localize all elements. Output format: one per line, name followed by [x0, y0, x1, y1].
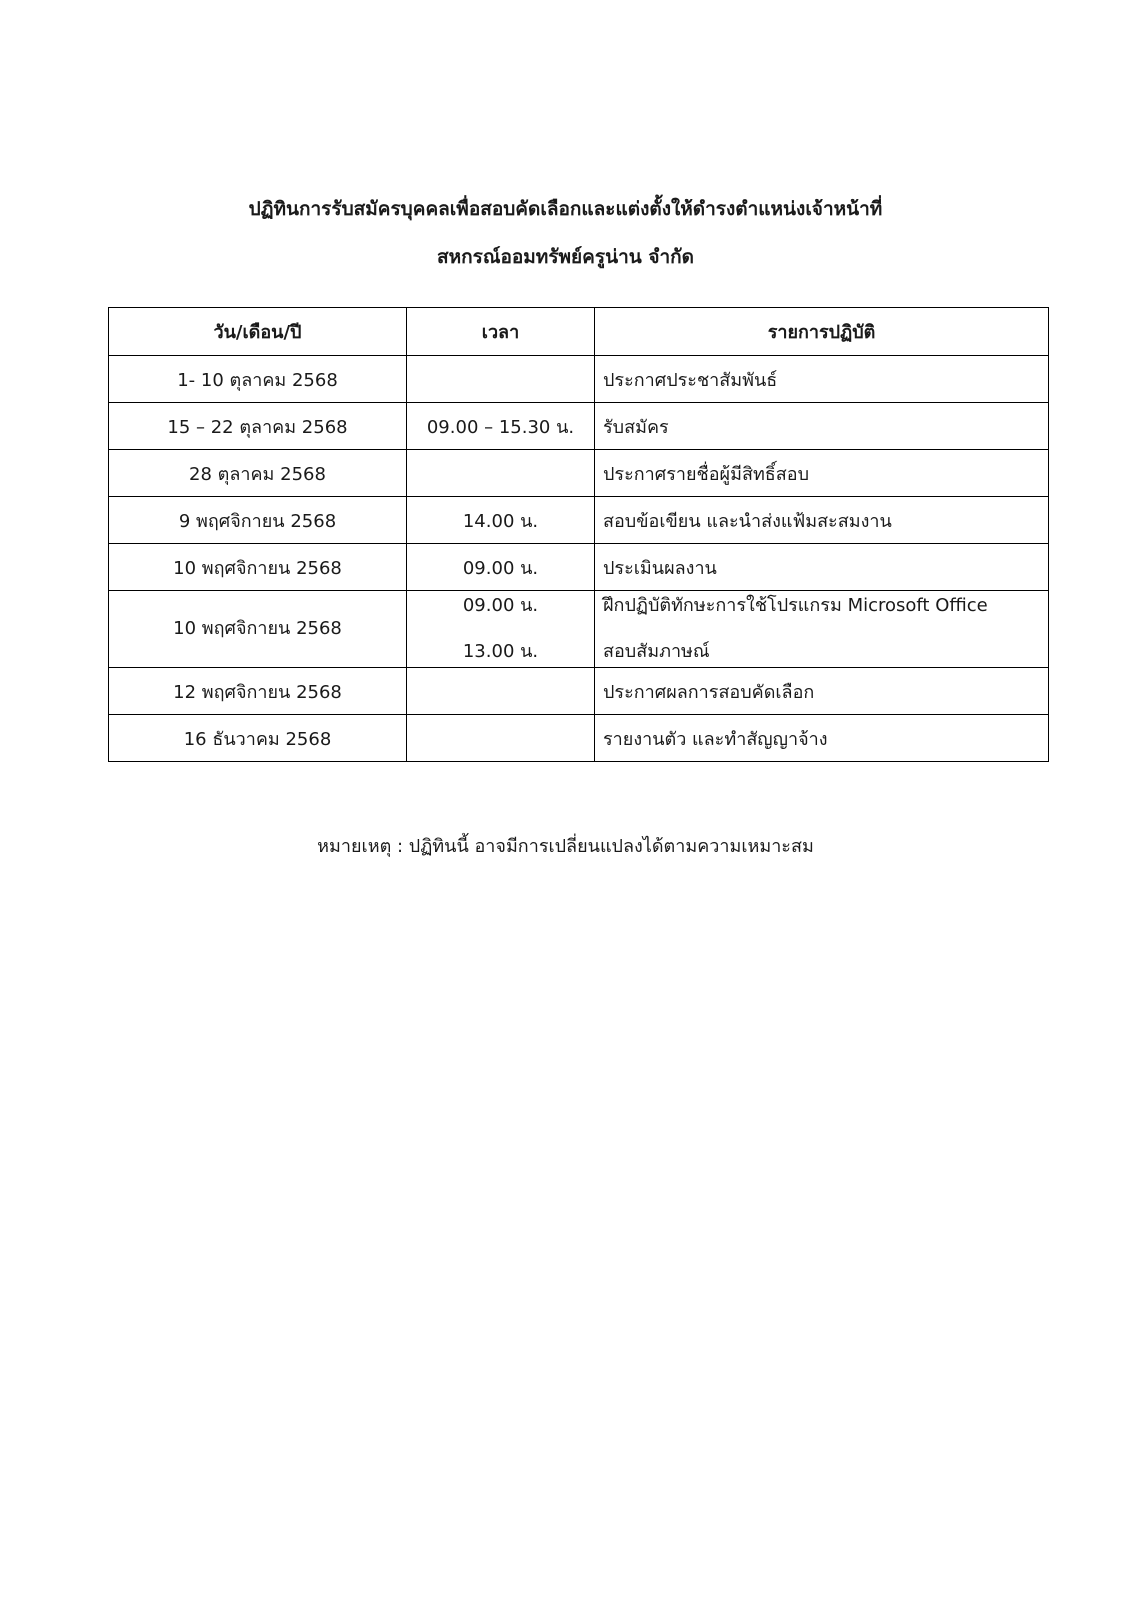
- row-date: 1- 10 ตุลาคม 2568: [109, 356, 407, 403]
- row-task-line: ฝึกปฏิบัติทักษะการใช้โปรแกรม Microsoft Office: [603, 595, 988, 616]
- row-date: 28 ตุลาคม 2568: [109, 450, 407, 497]
- schedule-table: [108, 307, 1049, 762]
- row-date: 16 ธันวาคม 2568: [109, 715, 407, 762]
- row-date-text: 10 พฤศจิกายน 2568: [173, 618, 342, 639]
- row-time: 09.00 – 15.30 น.: [407, 403, 595, 450]
- row-task: ประกาศรายชื่อผู้มีสิทธิ์สอบ: [595, 450, 1049, 497]
- table-row: [109, 544, 1049, 591]
- table-row: [109, 591, 1049, 668]
- row-task: รายงานตัว และทำสัญญาจ้าง: [595, 715, 1049, 762]
- footnote: หมายเหตุ : ปฏิทินนี้ อาจมีการเปลี่ยนแปลงได้ตามความเหมาะสม: [317, 836, 814, 857]
- row-time: [407, 715, 595, 762]
- header-date: วัน/เดือน/ปี: [109, 308, 407, 356]
- row-time: [407, 668, 595, 715]
- header-time: เวลา: [407, 308, 595, 356]
- row-time: [407, 450, 595, 497]
- table-row: [109, 356, 1049, 403]
- row-date: 9 พฤศจิกายน 2568: [109, 497, 407, 544]
- row-date: 10 พฤศจิกายน 2568: [109, 544, 407, 591]
- row-date: 12 พฤศจิกายน 2568: [109, 668, 407, 715]
- row-date: [109, 591, 407, 668]
- row-task: ประเมินผลงาน: [595, 544, 1049, 591]
- row-time-line: 13.00 น.: [462, 641, 539, 662]
- organization-name: สหกรณ์ออมทรัพย์ครูน่าน จำกัด: [436, 246, 694, 268]
- row-time: [407, 591, 595, 668]
- row-time: 14.00 น.: [407, 497, 595, 544]
- header-task: รายการปฏิบัติ: [595, 308, 1049, 356]
- document-title: ปฏิทินการรับสมัครบุคคลเพื่อสอบคัดเลือกและแต่งตั้งให้ดำรงตำแหน่งเจ้าหน้าที่: [248, 198, 883, 220]
- table-row: [109, 668, 1049, 715]
- row-task: รับสมัคร: [595, 403, 1049, 450]
- table-row: [109, 450, 1049, 497]
- row-task: ประกาศผลการสอบคัดเลือก: [595, 668, 1049, 715]
- row-task: สอบข้อเขียน และนำส่งแฟ้มสะสมงาน: [595, 497, 1049, 544]
- table-row: [109, 715, 1049, 762]
- row-time: 09.00 น.: [407, 544, 595, 591]
- row-task: [595, 591, 1049, 668]
- table-header-row: [109, 308, 1049, 356]
- row-date: 15 – 22 ตุลาคม 2568: [109, 403, 407, 450]
- table-row: [109, 403, 1049, 450]
- row-task-line: สอบสัมภาษณ์: [603, 641, 710, 662]
- row-task: ประกาศประชาสัมพันธ์: [595, 356, 1049, 403]
- row-time: [407, 356, 595, 403]
- table-row: [109, 497, 1049, 544]
- row-time-line: 09.00 น.: [462, 595, 539, 616]
